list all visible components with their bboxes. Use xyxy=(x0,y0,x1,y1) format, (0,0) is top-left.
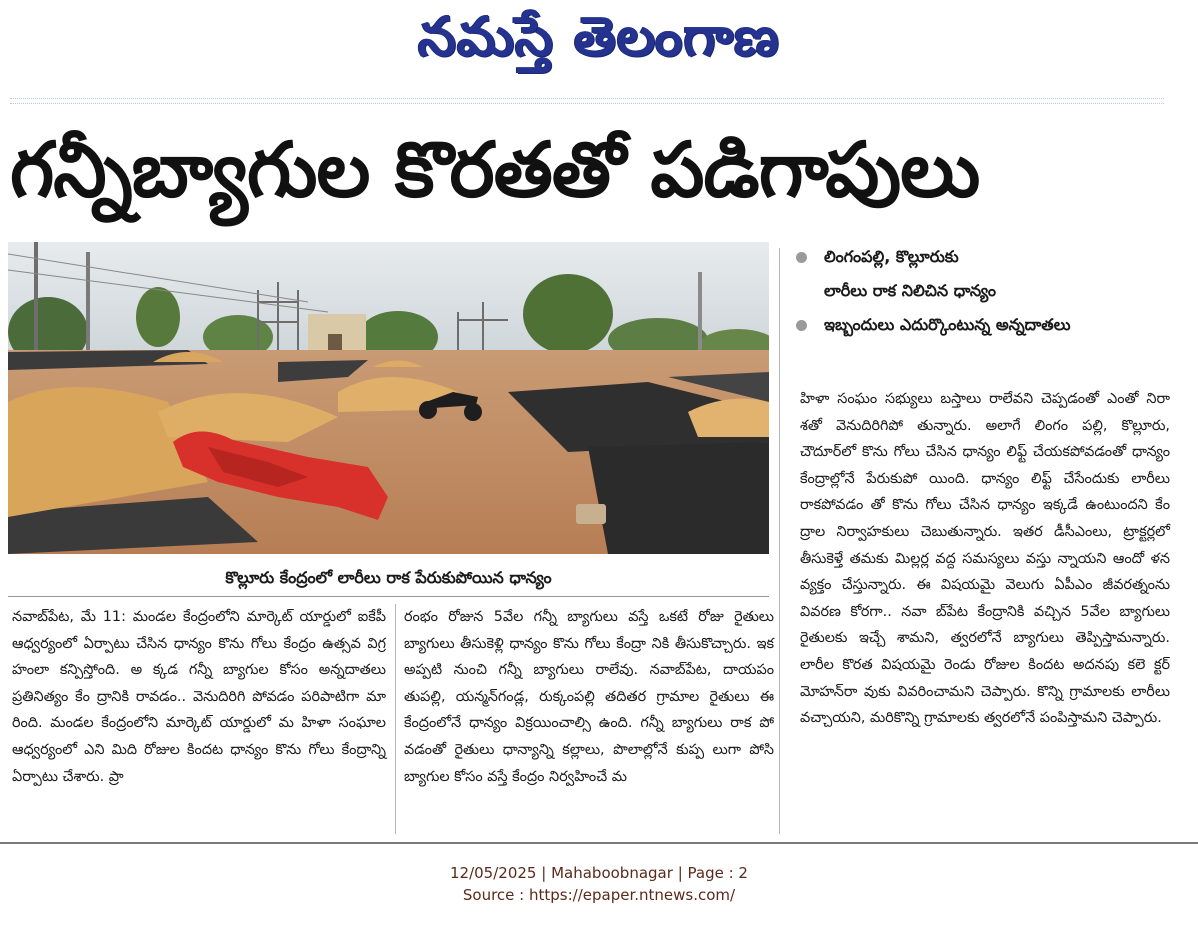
newspaper-logo: నమస్తే తెలంగాణ xyxy=(418,5,780,68)
separator: | xyxy=(677,864,683,882)
footer-divider xyxy=(0,842,1198,844)
bullet-icon xyxy=(796,320,807,331)
article-photo xyxy=(8,242,769,554)
masthead xyxy=(0,0,1198,78)
article-column-middle xyxy=(404,604,774,790)
source-label: Source : xyxy=(462,886,525,904)
grain-yard-photo xyxy=(8,242,769,554)
article-column-left xyxy=(12,604,386,790)
highlight-item xyxy=(790,308,1180,342)
highlight-line: లారీలు రాక నిలిచిన ధాన్యం xyxy=(824,281,997,300)
page-footer xyxy=(0,862,1198,906)
source-line xyxy=(0,884,1198,906)
article-headline: గన్నీబ్యాగుల కొరతతో పడిగాపులు xyxy=(10,125,980,214)
highlight-line: ఇబ్బందులు ఎదుర్కొంటున్న అన్నదాతలు xyxy=(824,315,1071,334)
page-number: Page : 2 xyxy=(687,864,748,882)
bullet-icon xyxy=(796,252,807,263)
article-paragraph: హిళా సంఘం సభ్యులు బస్తాలు రాలేవని చెప్పడంతో ఎంతో నిరా శతో వెనుదిరిగిపో తున్నారు. అలాగే లింగం పల్లి, కొల్లూరు, చౌదూర్‌లో కొను గోలు చేసిన ధాన్యం లిఫ్ట్ చేయకపోవడంతో ధాన్యం కేంద్రాల్లోనే పేరుకుపో యింది. ధాన్యం లిఫ్ట్ చేసేందుకు లారీలు రాకపోవడం తో కొను గోలు చేసిన ధాన్యం ఇక్కడే ఉంటుందని కేం ద్రాల నిర్వాహకులు చెబుతున్నారు. ఇతర డీసీఎంలు, ట్రాక్టర్లలో తీసుకెళ్తే తమకు మిల్లర్ల వద్ద సమస్యలు వస్తు న్నాయని ఆందో ళన వ్యక్తం చేస్తున్నారు. ఈ విషయమై వెలుగు ఏపీఎం జీవరత్నంను వివరణ కోరగా.. నవా బ్‌పేట కేంద్రానికి వచ్చిన 5వేల బ్యాగులు రైతులకు ఇచ్చే శామని, త్వరలోనే బ్యాగులు తెప్పిస్తామన్నారు. లారీల కొరత విషయమై రెండు రోజుల కిందట అదనపు కలె క్టర్ మోహన్‌రా వుకు వివరించామని చెప్పారు. కొన్ని గ్రామాలకు లారీలు వచ్చాయని, మరికొన్ని గ్రామాలకు త్వరలోనే పంపిస్తామని చెప్పారు. xyxy=(800,391,1170,727)
highlights xyxy=(790,240,1180,342)
edition-line xyxy=(0,862,1198,884)
article-paragraph: నవాబ్‌పేట, మే 11: మండల కేంద్రంలోని మార్కెట్ యార్డులో ఐకేపీ ఆధ్వర్యంలో ఏర్పాటు చేసిన ధాన్యం కొను గోలు కేంద్రం ఉత్సవ విగ్ర హంలా కన్పిస్తోంది. అ క్కడ గన్నీ బ్యాగుల కోసం అన్నదాతలు ప్రతినిత్యం కేం ద్రానికి రావడం.. వెనుదిరిగి పోవడం పరిపాటిగా మా రింది. మండల కేంద్రంలోని మార్కెట్ యార్డులో మ హిళా సంఘాల ఆధ్వర్యంలో ఎని మిది రోజుల కిందట ధాన్యం కొను గోలు కేంద్రాన్ని ఏర్పాటు చేశారు. ప్రా xyxy=(12,609,386,785)
article-column-right xyxy=(800,386,1170,732)
separator: | xyxy=(541,864,547,882)
article-paragraph: రంభం రోజున 5వేల గన్నీ బ్యాగులు వస్తే ఒకటే రోజు రైతులు బ్యాగులు తీసుకెళ్లి ధాన్యం కొను గోలు కేంద్రా నికి తీసుకొచ్చారు. ఇక అప్పటి నుంచి గన్నీ బ్యాగులు రాలేవు. నవాబ్‌పేట, దాయపం తుపల్లి, యన్మన్‌గండ్ల, రుక్కంపల్లి తదితర గ్రామాల రైతులు ఈ కేంద్రంలోనే ధాన్యం విక్రయించాల్సి ఉంది. గన్నీ బ్యాగులు రాక పో వడంతో రైతులు ధాన్యాన్ని కల్లాలు, పొలాల్లోనే కుప్ప లుగా పోసి బ్యాగుల కోసం వస్తే కేంద్రం నిర్వహించే మ xyxy=(404,609,774,785)
edition-date: 12/05/2025 xyxy=(450,864,537,882)
highlight-item xyxy=(790,240,1180,274)
edition-name: Mahaboobnagar xyxy=(551,864,673,882)
highlight-line: లింగంపల్లి, కొల్లూరుకు xyxy=(824,247,959,266)
masthead-divider xyxy=(10,98,1164,104)
source-link[interactable]: https://epaper.ntnews.com/ xyxy=(529,886,736,904)
column-divider xyxy=(779,248,780,834)
column-divider xyxy=(395,604,396,834)
photo-caption: కొల్లూరు కేంద్రంలో లారీలు రాక పేరుకుపోయిన ధాన్యం xyxy=(8,560,769,597)
highlight-item xyxy=(790,274,1180,308)
